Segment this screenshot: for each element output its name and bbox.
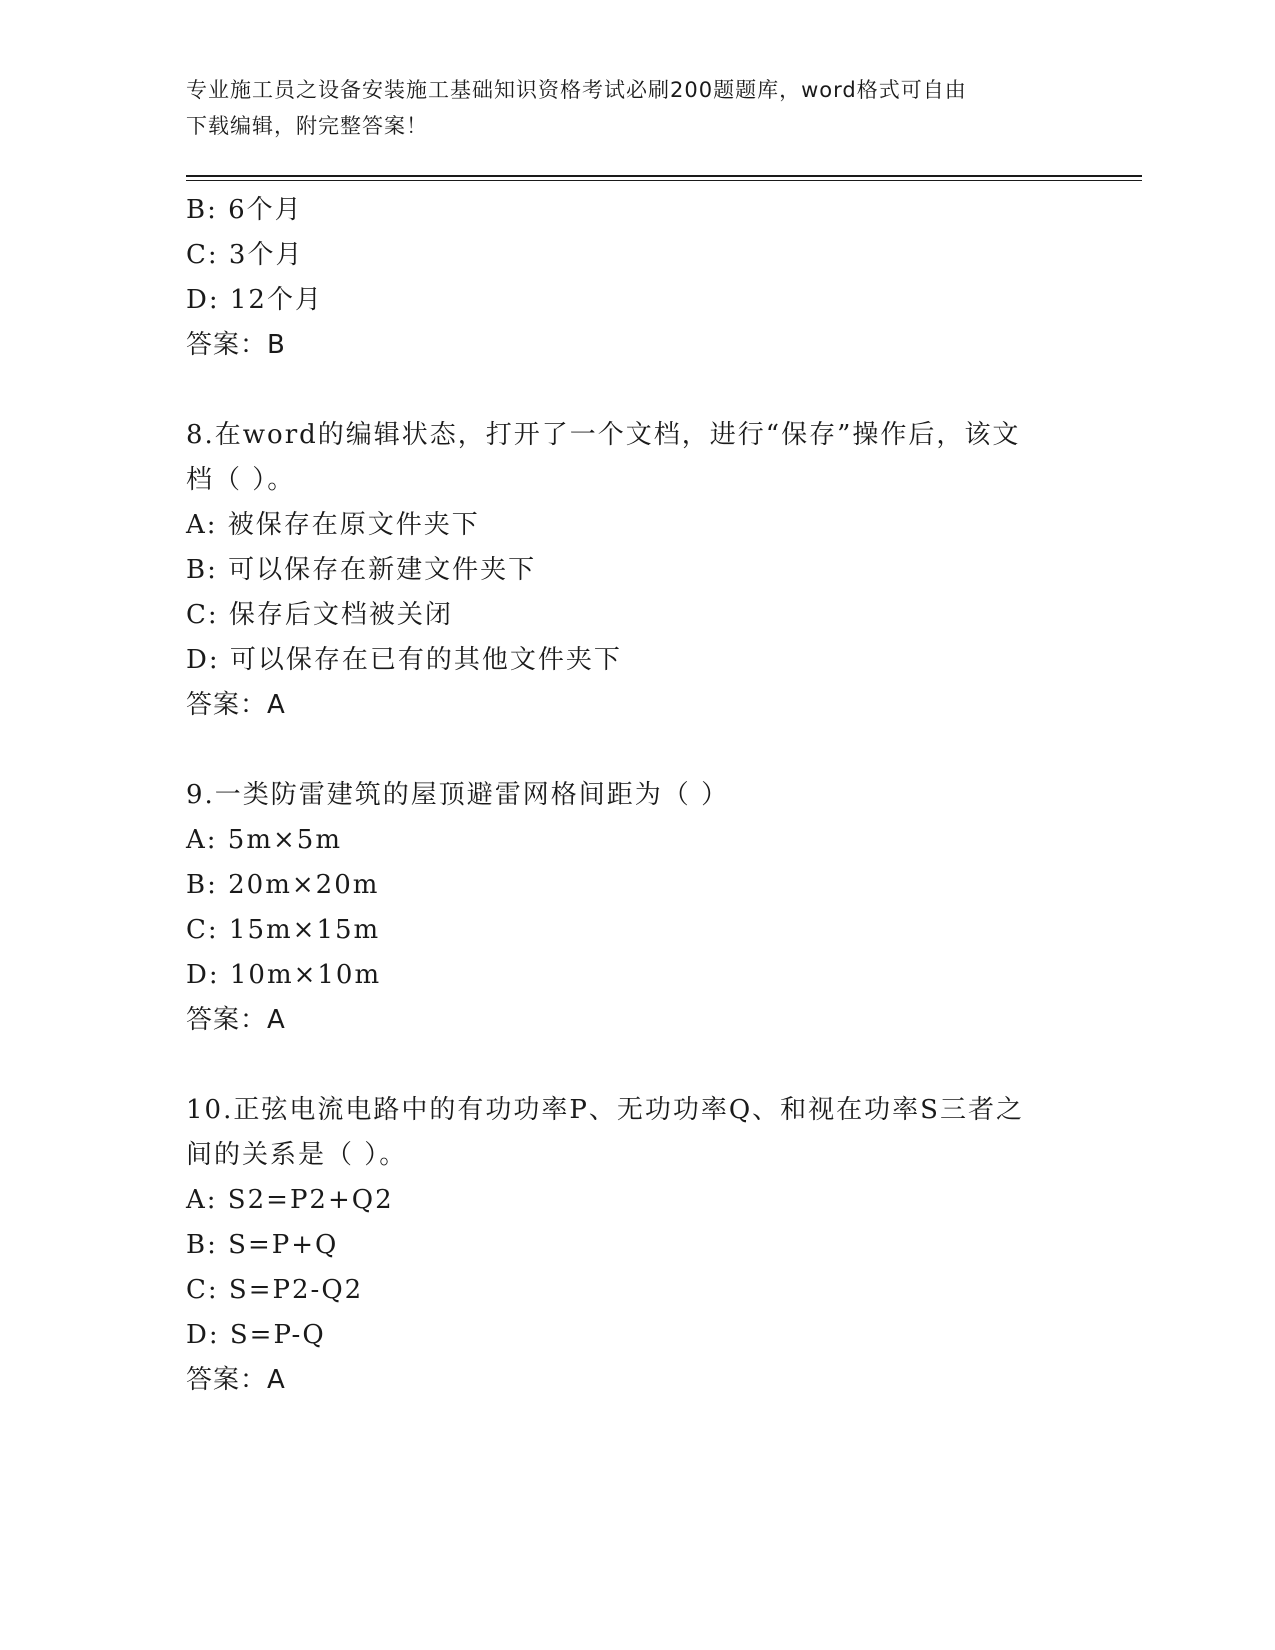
question-8-option-b: B: 可以保存在新建文件夹下	[186, 555, 537, 585]
question-7-option-b: B: 6个月	[186, 195, 303, 225]
question-9-option-d: D: 10m×10m	[186, 960, 382, 990]
document-header	[186, 72, 1086, 144]
question-7-option-d: D: 12个月	[186, 285, 323, 315]
header-divider-thin	[186, 180, 1142, 181]
question-8-option-c: C: 保存后文档被关闭	[186, 600, 453, 630]
question-10-option-d: D: S=P-Q	[186, 1320, 326, 1350]
question-9-option-c: C: 15m×15m	[186, 915, 381, 945]
question-10-block	[186, 1088, 1086, 1403]
question-10-option-a: A: S2=P2+Q2	[186, 1185, 394, 1215]
question-10-stem-line-1: 10.正弦电流电路中的有功功率P、无功功率Q、和视在功率S三者之	[186, 1095, 1024, 1125]
question-9-stem-line-1: 9.一类防雷建筑的屋顶避雷网格间距为（ ）	[186, 780, 730, 810]
spacer	[186, 368, 1086, 413]
spacer	[186, 728, 1086, 773]
question-10-answer: 答案：A	[186, 1365, 286, 1395]
question-9-option-b: B: 20m×20m	[186, 870, 380, 900]
question-8-stem-line-1: 8.在word的编辑状态，打开了一个文档，进行“保存”操作后，该文	[186, 420, 1021, 450]
header-divider-thick	[186, 175, 1142, 177]
question-7-block	[186, 188, 1086, 368]
question-10-stem-line-2: 间的关系是（ ）。	[186, 1140, 408, 1170]
question-7-option-c: C: 3个月	[186, 240, 304, 270]
question-8-answer: 答案：A	[186, 690, 286, 720]
question-8-option-d: D: 可以保存在已有的其他文件夹下	[186, 645, 622, 675]
header-title-line-2: 下载编辑，附完整答案！	[186, 114, 428, 138]
question-content	[186, 188, 1086, 1403]
question-8-option-a: A: 被保存在原文件夹下	[186, 510, 480, 540]
question-9-block	[186, 773, 1086, 1043]
question-9-answer: 答案：A	[186, 1005, 286, 1035]
question-9-option-a: A: 5m×5m	[186, 825, 342, 855]
question-8-stem-line-2: 档（ ）。	[186, 465, 296, 495]
question-10-option-c: C: S=P2-Q2	[186, 1275, 364, 1305]
spacer	[186, 1043, 1086, 1088]
question-10-option-b: B: S=P+Q	[186, 1230, 339, 1260]
question-7-answer: 答案：B	[186, 330, 286, 360]
header-title-line-1: 专业施工员之设备安装施工基础知识资格考试必刷200题题库，word格式可自由	[186, 78, 967, 102]
question-8-block	[186, 413, 1086, 728]
